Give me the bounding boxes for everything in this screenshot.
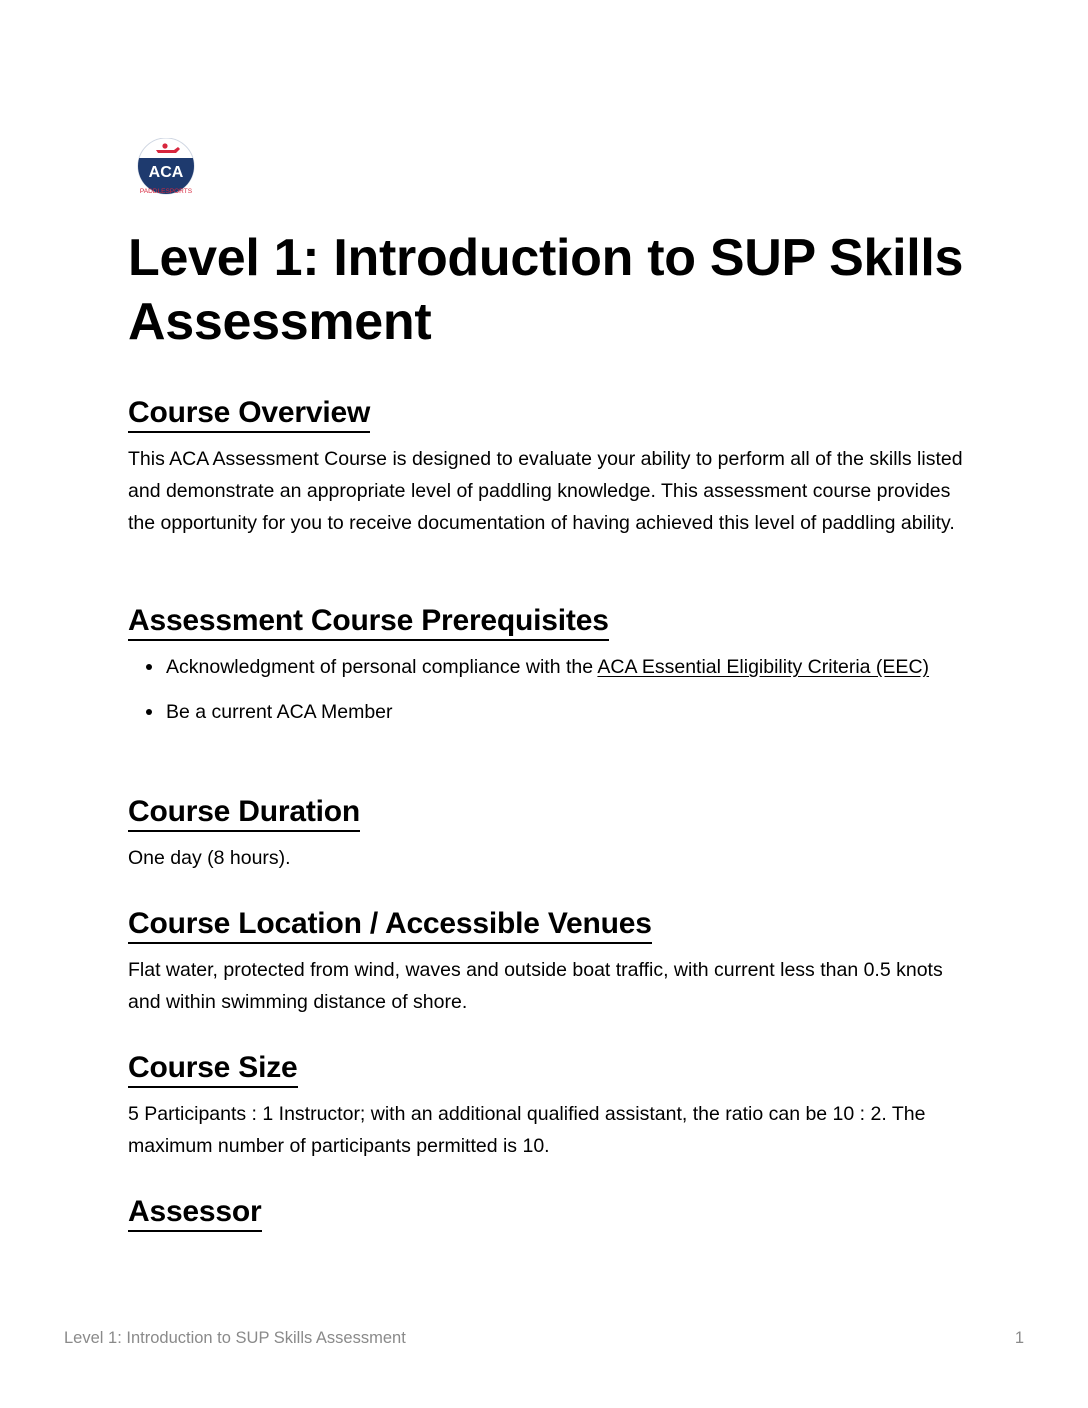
section-body: This ACA Assessment Course is designed to evaluate your ability to perform all of the skills listed and demonstrate an appropriate level of paddling knowledge. This assessment course provides the opportunity for you to receive documentation of having achieved this level of paddling ability. bbox=[128, 448, 963, 534]
list-item-text: Be a current ACA Member bbox=[166, 701, 393, 723]
section-course-size bbox=[128, 1050, 968, 1162]
prerequisites-list bbox=[128, 651, 968, 728]
section-heading: Assessment Course Prerequisites bbox=[128, 603, 609, 641]
logo-text: ACA bbox=[148, 164, 184, 181]
section-heading: Course Overview bbox=[128, 395, 370, 433]
section-heading: Course Location / Accessible Venues bbox=[128, 906, 652, 944]
section-prerequisites bbox=[128, 603, 968, 741]
section-course-location bbox=[128, 906, 968, 1018]
list-item-text: Acknowledgment of personal compliance with the bbox=[166, 656, 598, 678]
section-body: Flat water, protected from wind, waves and outside boat traffic, with current less than 0.5 knots and within swimming distance of shore. bbox=[128, 959, 943, 1013]
section-heading: Course Duration bbox=[128, 794, 360, 832]
list-item bbox=[166, 651, 968, 683]
footer-page-number: 1 bbox=[1014, 1329, 1024, 1347]
logo-subtext: PADDLESPORTS bbox=[139, 188, 193, 195]
section-heading: Assessor bbox=[128, 1194, 262, 1232]
section-heading: Course Size bbox=[128, 1050, 298, 1088]
section-assessor bbox=[128, 1194, 968, 1232]
page-title: Level 1: Introduction to SUP Skills Assessment bbox=[128, 229, 964, 351]
eec-link[interactable]: ACA Essential Eligibility Criteria (EEC) bbox=[597, 656, 930, 678]
footer-title: Level 1: Introduction to SUP Skills Assessment bbox=[64, 1329, 406, 1347]
list-item bbox=[166, 696, 968, 728]
section-body: One day (8 hours). bbox=[128, 847, 291, 869]
section-course-duration bbox=[128, 794, 968, 874]
section-course-overview bbox=[128, 395, 968, 539]
section-body: 5 Participants : 1 Instructor; with an additional qualified assistant, the ratio can be 10 : 2. The maximum number of participants permitted is 10. bbox=[128, 1103, 926, 1157]
aca-logo bbox=[134, 138, 198, 196]
